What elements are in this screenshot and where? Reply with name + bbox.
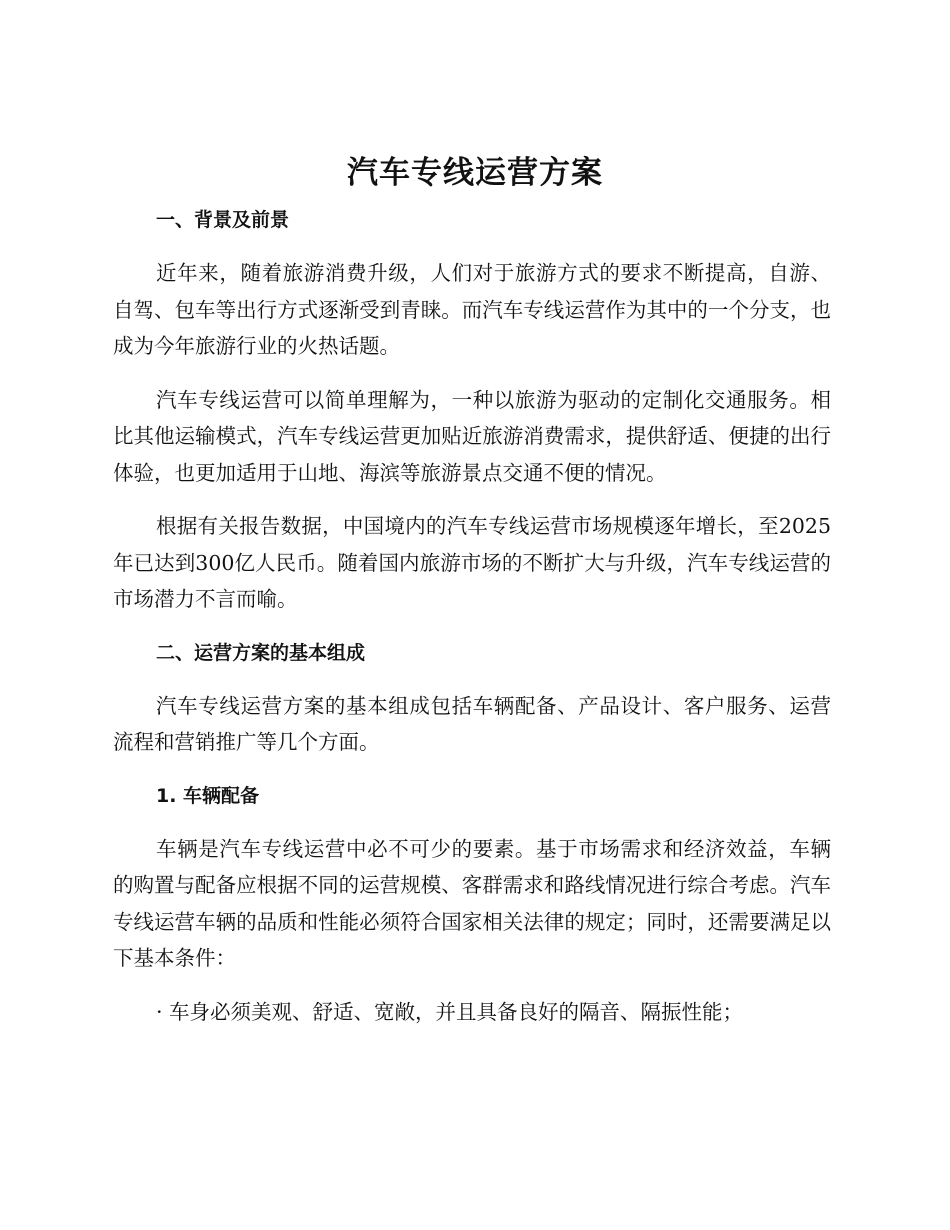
subsection-heading: 1. 车辆配备 (156, 784, 260, 807)
section-vehicles (113, 778, 831, 1031)
section-composition (113, 635, 831, 761)
paragraph: 根据有关报告数据，中国境内的汽车专线运营市场规模逐年增长，至2025年已达到300亿人民币。随着国内旅游市场的不断扩大与升级，汽车专线运营的市场潜力不言而喻。 (113, 514, 831, 611)
list-item: · 车身必须美观、舒适、宽敞，并且具备良好的隔音、隔振性能； (156, 999, 744, 1024)
document-body (113, 202, 831, 1030)
paragraph: 汽车专线运营可以简单理解为，一种以旅游为驱动的定制化交通服务。相比其他运输模式，汽车专线运营更加贴近旅游消费需求，提供舒适、便捷的出行体验，也更加适用于山地、海滨等旅游景点交通不便的情况。 (113, 387, 831, 485)
section-heading: 一、背景及前景 (156, 209, 290, 231)
section-background (113, 202, 831, 618)
paragraph: 汽车专线运营方案的基本组成包括车辆配备、产品设计、客户服务、运营流程和营销推广等几个方面。 (113, 693, 831, 754)
section-heading: 二、运营方案的基本组成 (156, 641, 366, 664)
paragraph: 车辆是汽车专线运营中必不可少的要素。基于市场需求和经济效益，车辆的购置与配备应根据不同的运营规模、客群需求和路线情况进行综合考虑。汽车专线运营车辆的品质和性能必须符合国家相关法律的规定；同时，还需要满足以下基本条件： (113, 836, 831, 970)
paragraph: 近年来，随着旅游消费升级，人们对于旅游方式的要求不断提高，自游、自驾、包车等出行方式逐渐受到青睐。而汽车专线运营作为其中的一个分支，也成为今年旅游行业的火热话题。 (113, 261, 831, 358)
document-title: 汽车专线运营方案 (347, 155, 603, 191)
